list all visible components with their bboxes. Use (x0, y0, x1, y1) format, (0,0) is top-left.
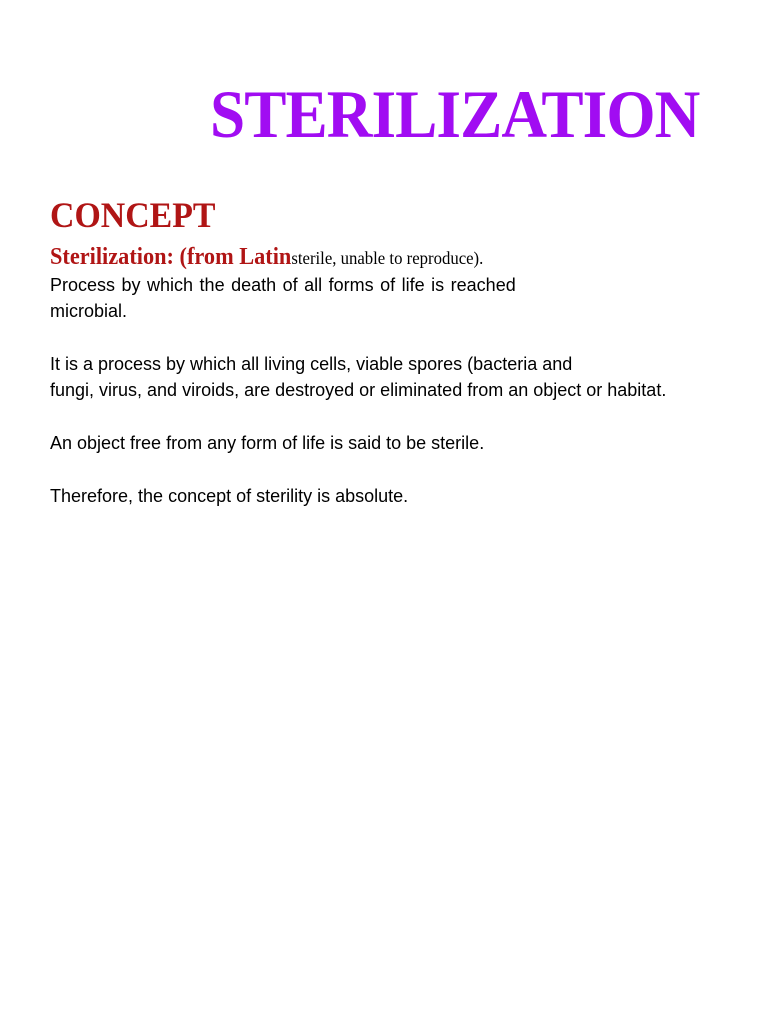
paragraph-line: fungi, virus, and viroids, are destroyed or eliminated from an object or habitat. (50, 380, 667, 400)
paragraph-living-cells (50, 351, 666, 403)
definition-etymology: sterile, unable to reproduce). (291, 248, 484, 268)
definition-line (50, 242, 483, 275)
paragraph-absolute-concept: Therefore, the concept of sterility is absolute. (50, 486, 409, 506)
paragraph-line: It is a process by which all living cells, viable spores (bacteria and (50, 354, 573, 374)
paragraph-line: microbial. (50, 301, 128, 321)
paragraph-line: Process by which the death of all forms of life is reached (50, 275, 516, 295)
paragraph-sterile-object: An object free from any form of life is said to be sterile. (50, 433, 485, 453)
page-title: STERILIZATION (210, 76, 700, 152)
paragraph-process-definition (50, 272, 516, 324)
definition-term: Sterilization: (from Latin (50, 244, 292, 270)
section-heading: CONCEPT (50, 195, 216, 235)
